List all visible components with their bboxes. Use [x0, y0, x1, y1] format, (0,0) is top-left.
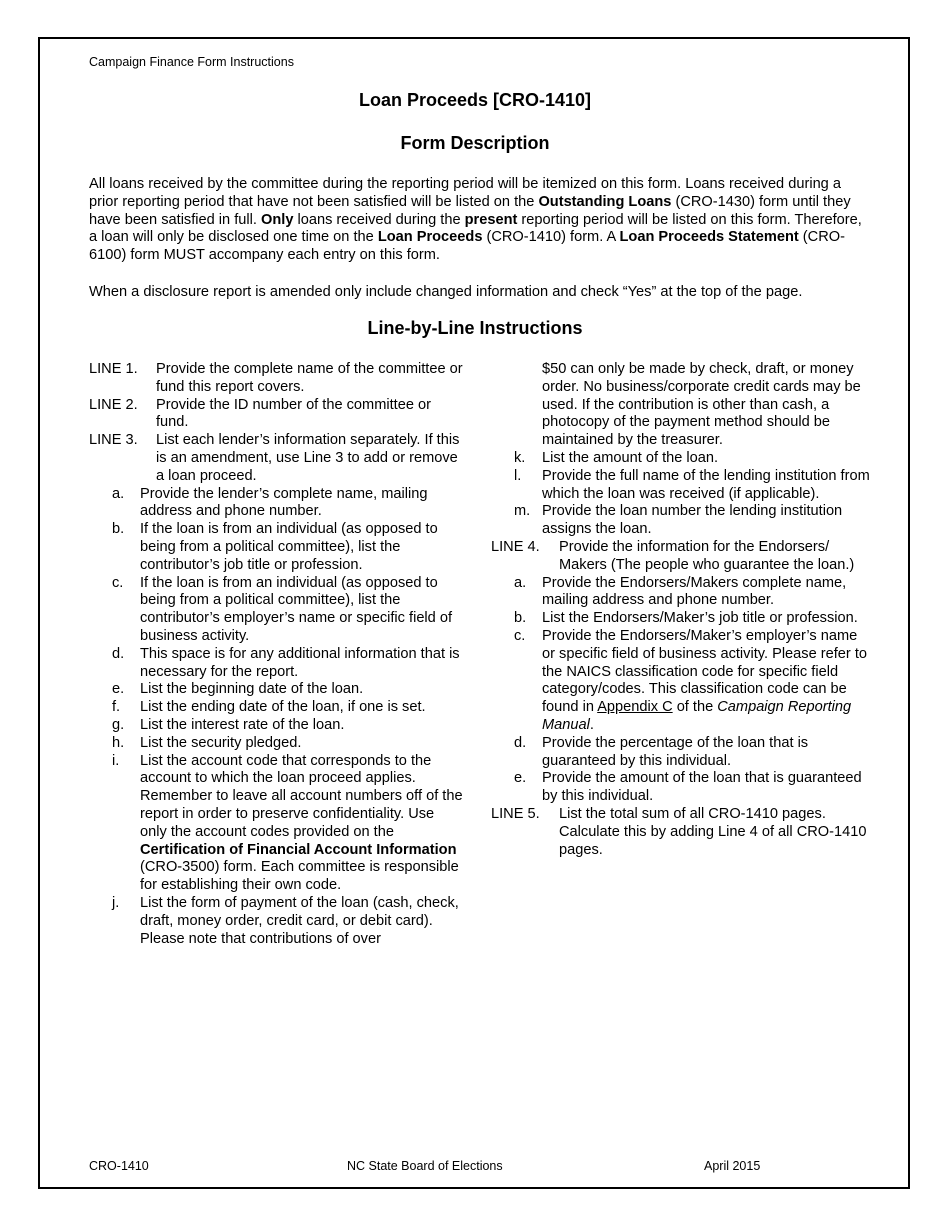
line-4c-item — [491, 628, 871, 735]
line-4d-text: Provide the percentage of the loan that is guaranteed by this individual. — [542, 734, 809, 769]
form-description-heading: Form Description — [400, 133, 550, 153]
form-description-paragraph: All loans received by the committee during the reporting period will be itemized on this form. Loans received during a prior reporting period that have not been satisfied will be listed on the Outstanding Loans (CRO-1430) form until they have been satisfied in full. Only loans received during the present reporting period will be listed on this form. Therefore, a loan will only be disclosed one time on the Loan Proceeds (CRO-1410) form. A Loan Proceeds Statement (CRO-6100) form MUST accompany each entry on this form. — [89, 176, 862, 264]
line-5-text: List the total sum of all CRO-1410 pages. Calculate this by adding Line 4 of all CRO-1410 pages. — [559, 805, 867, 858]
line-3i-label: i. — [112, 752, 120, 769]
page-title: Loan Proceeds [CRO-1410] — [358, 90, 592, 110]
line-3i-text: List the account code that corresponds to the account to which the loan proceed applies. Remember to leave all account numbers off of the report in order to preserve confidentiality. Use only the account codes provided on the Certification of Financial Account Information (CRO-3500) form. Each committee is responsible for establishing their own code. — [140, 752, 463, 894]
line-5-item — [491, 806, 871, 859]
line-2-label: LINE 2. — [89, 396, 138, 413]
line-1-label: LINE 1. — [89, 361, 138, 377]
line-3-item — [89, 432, 464, 485]
line-3k-label: k. — [514, 449, 526, 466]
line-3j-text: List the form of payment of the loan (cash, check, draft, money order, credit card, or debit card). Please note that contributions of over — [140, 894, 459, 947]
line-3e-label: e. — [112, 681, 125, 698]
line-4c-label: c. — [514, 627, 526, 644]
line-3l-label: l. — [514, 467, 522, 484]
line-4b-label: b. — [514, 610, 527, 627]
line-3h-item — [89, 735, 464, 753]
line-1-item — [89, 361, 464, 397]
line-3c-label: c. — [112, 574, 124, 591]
line-4d-label: d. — [514, 734, 527, 751]
line-3c-text: If the loan is from an individual (as opposed to being from a political committee), list the contributor’s employer’s name or specific field of business activity. — [140, 574, 453, 644]
line-3-text: List each lender’s information separately. If this is an amendment, use Line 3 to add or remove a loan proceed. — [156, 432, 460, 484]
line-3h-label: h. — [112, 734, 125, 751]
document-header-label: Campaign Finance Form Instructions — [89, 55, 294, 69]
line-3a-text: Provide the lender’s complete name, mailing address and phone number. — [140, 485, 428, 520]
line-3b-item — [89, 521, 464, 574]
line-4b-text: List the Endorsers/Maker’s job title or profession. — [542, 610, 858, 627]
line-3d-text: This space is for any additional information that is necessary for the report. — [140, 645, 460, 680]
line-4b-item — [491, 610, 871, 628]
line-3e-text: List the beginning date of the loan. — [140, 681, 364, 698]
line-3j-continued-text: $50 can only be made by check, draft, or money order. No business/corporate credit cards may be used. If the contribution is other than cash, a photocopy of the payment method should be maintained by the treasurer. — [542, 361, 861, 449]
line-3h-text: List the security pledged. — [140, 734, 302, 751]
line-5-label: LINE 5. — [491, 805, 540, 822]
instructions-right-column — [491, 361, 871, 859]
line-4c-text: Provide the Endorsers/Maker’s employer’s name or specific field of business activity. Please refer to the NAICS classification code for specific field category/codes. This classification code can be found in Appendix C of the Campaign Reporting Manual. — [542, 627, 867, 733]
line-3f-label: f. — [112, 699, 121, 716]
line-4e-item — [491, 770, 871, 806]
line-3m-text: Provide the loan number the lending institution assigns the loan. — [542, 503, 843, 538]
line-3e-item — [89, 681, 464, 699]
line-3f-text: List the ending date of the loan, if one is set. — [140, 699, 426, 716]
line-4e-text: Provide the amount of the loan that is guaranteed by this individual. — [542, 770, 862, 805]
line-3d-item — [89, 646, 464, 682]
line-3a-label: a. — [112, 485, 125, 502]
line-4a-item — [491, 575, 871, 611]
instructions-left-column — [89, 361, 464, 948]
line-3a-item — [89, 486, 464, 522]
line-4a-text: Provide the Endorsers/Makers complete name, mailing address and phone number. — [542, 574, 847, 609]
line-by-line-heading: Line-by-Line Instructions — [367, 318, 583, 338]
amendment-note-paragraph: When a disclosure report is amended only include changed information and check “Yes” at the top of the page. — [89, 284, 803, 300]
line-3b-label: b. — [112, 521, 125, 538]
line-3b-text: If the loan is from an individual (as opposed to being from a political committee), list the contributor’s job title or profession. — [140, 521, 438, 573]
footer-form-number: CRO-1410 — [89, 1159, 149, 1173]
line-3l-text: Provide the full name of the lending institution from which the loan was received (if applicable). — [542, 467, 870, 502]
line-1-text: Provide the complete name of the committee or fund this report covers. — [156, 361, 463, 395]
line-3g-label: g. — [112, 716, 125, 733]
line-3d-label: d. — [112, 645, 125, 662]
footer-agency: NC State Board of Elections — [347, 1159, 503, 1173]
line-3m-item — [491, 503, 871, 539]
line-3-label: LINE 3. — [89, 432, 138, 449]
line-2-text: Provide the ID number of the committee or fund. — [156, 396, 431, 431]
line-3j-label: j. — [112, 894, 120, 911]
line-3g-text: List the interest rate of the loan. — [140, 716, 345, 733]
line-4-text: Provide the information for the Endorsers/ Makers (The people who guarantee the loan.) — [559, 538, 855, 573]
line-3c-item — [89, 575, 464, 646]
line-3i-item — [89, 753, 464, 895]
line-2-item — [89, 397, 464, 433]
footer-date: April 2015 — [704, 1159, 761, 1173]
line-3j-item — [89, 895, 464, 948]
line-3k-text: List the amount of the loan. — [542, 449, 719, 466]
line-4-item — [491, 539, 871, 575]
line-3g-item — [89, 717, 464, 735]
line-4d-item — [491, 735, 871, 771]
line-4e-label: e. — [514, 770, 527, 787]
line-4-label: LINE 4. — [491, 538, 540, 555]
line-3m-label: m. — [514, 503, 531, 520]
line-4a-label: a. — [514, 574, 527, 591]
line-3l-item — [491, 468, 871, 504]
line-3k-item — [491, 450, 871, 468]
appendix-c-link[interactable]: Appendix C — [597, 699, 673, 716]
line-3f-item — [89, 699, 464, 717]
